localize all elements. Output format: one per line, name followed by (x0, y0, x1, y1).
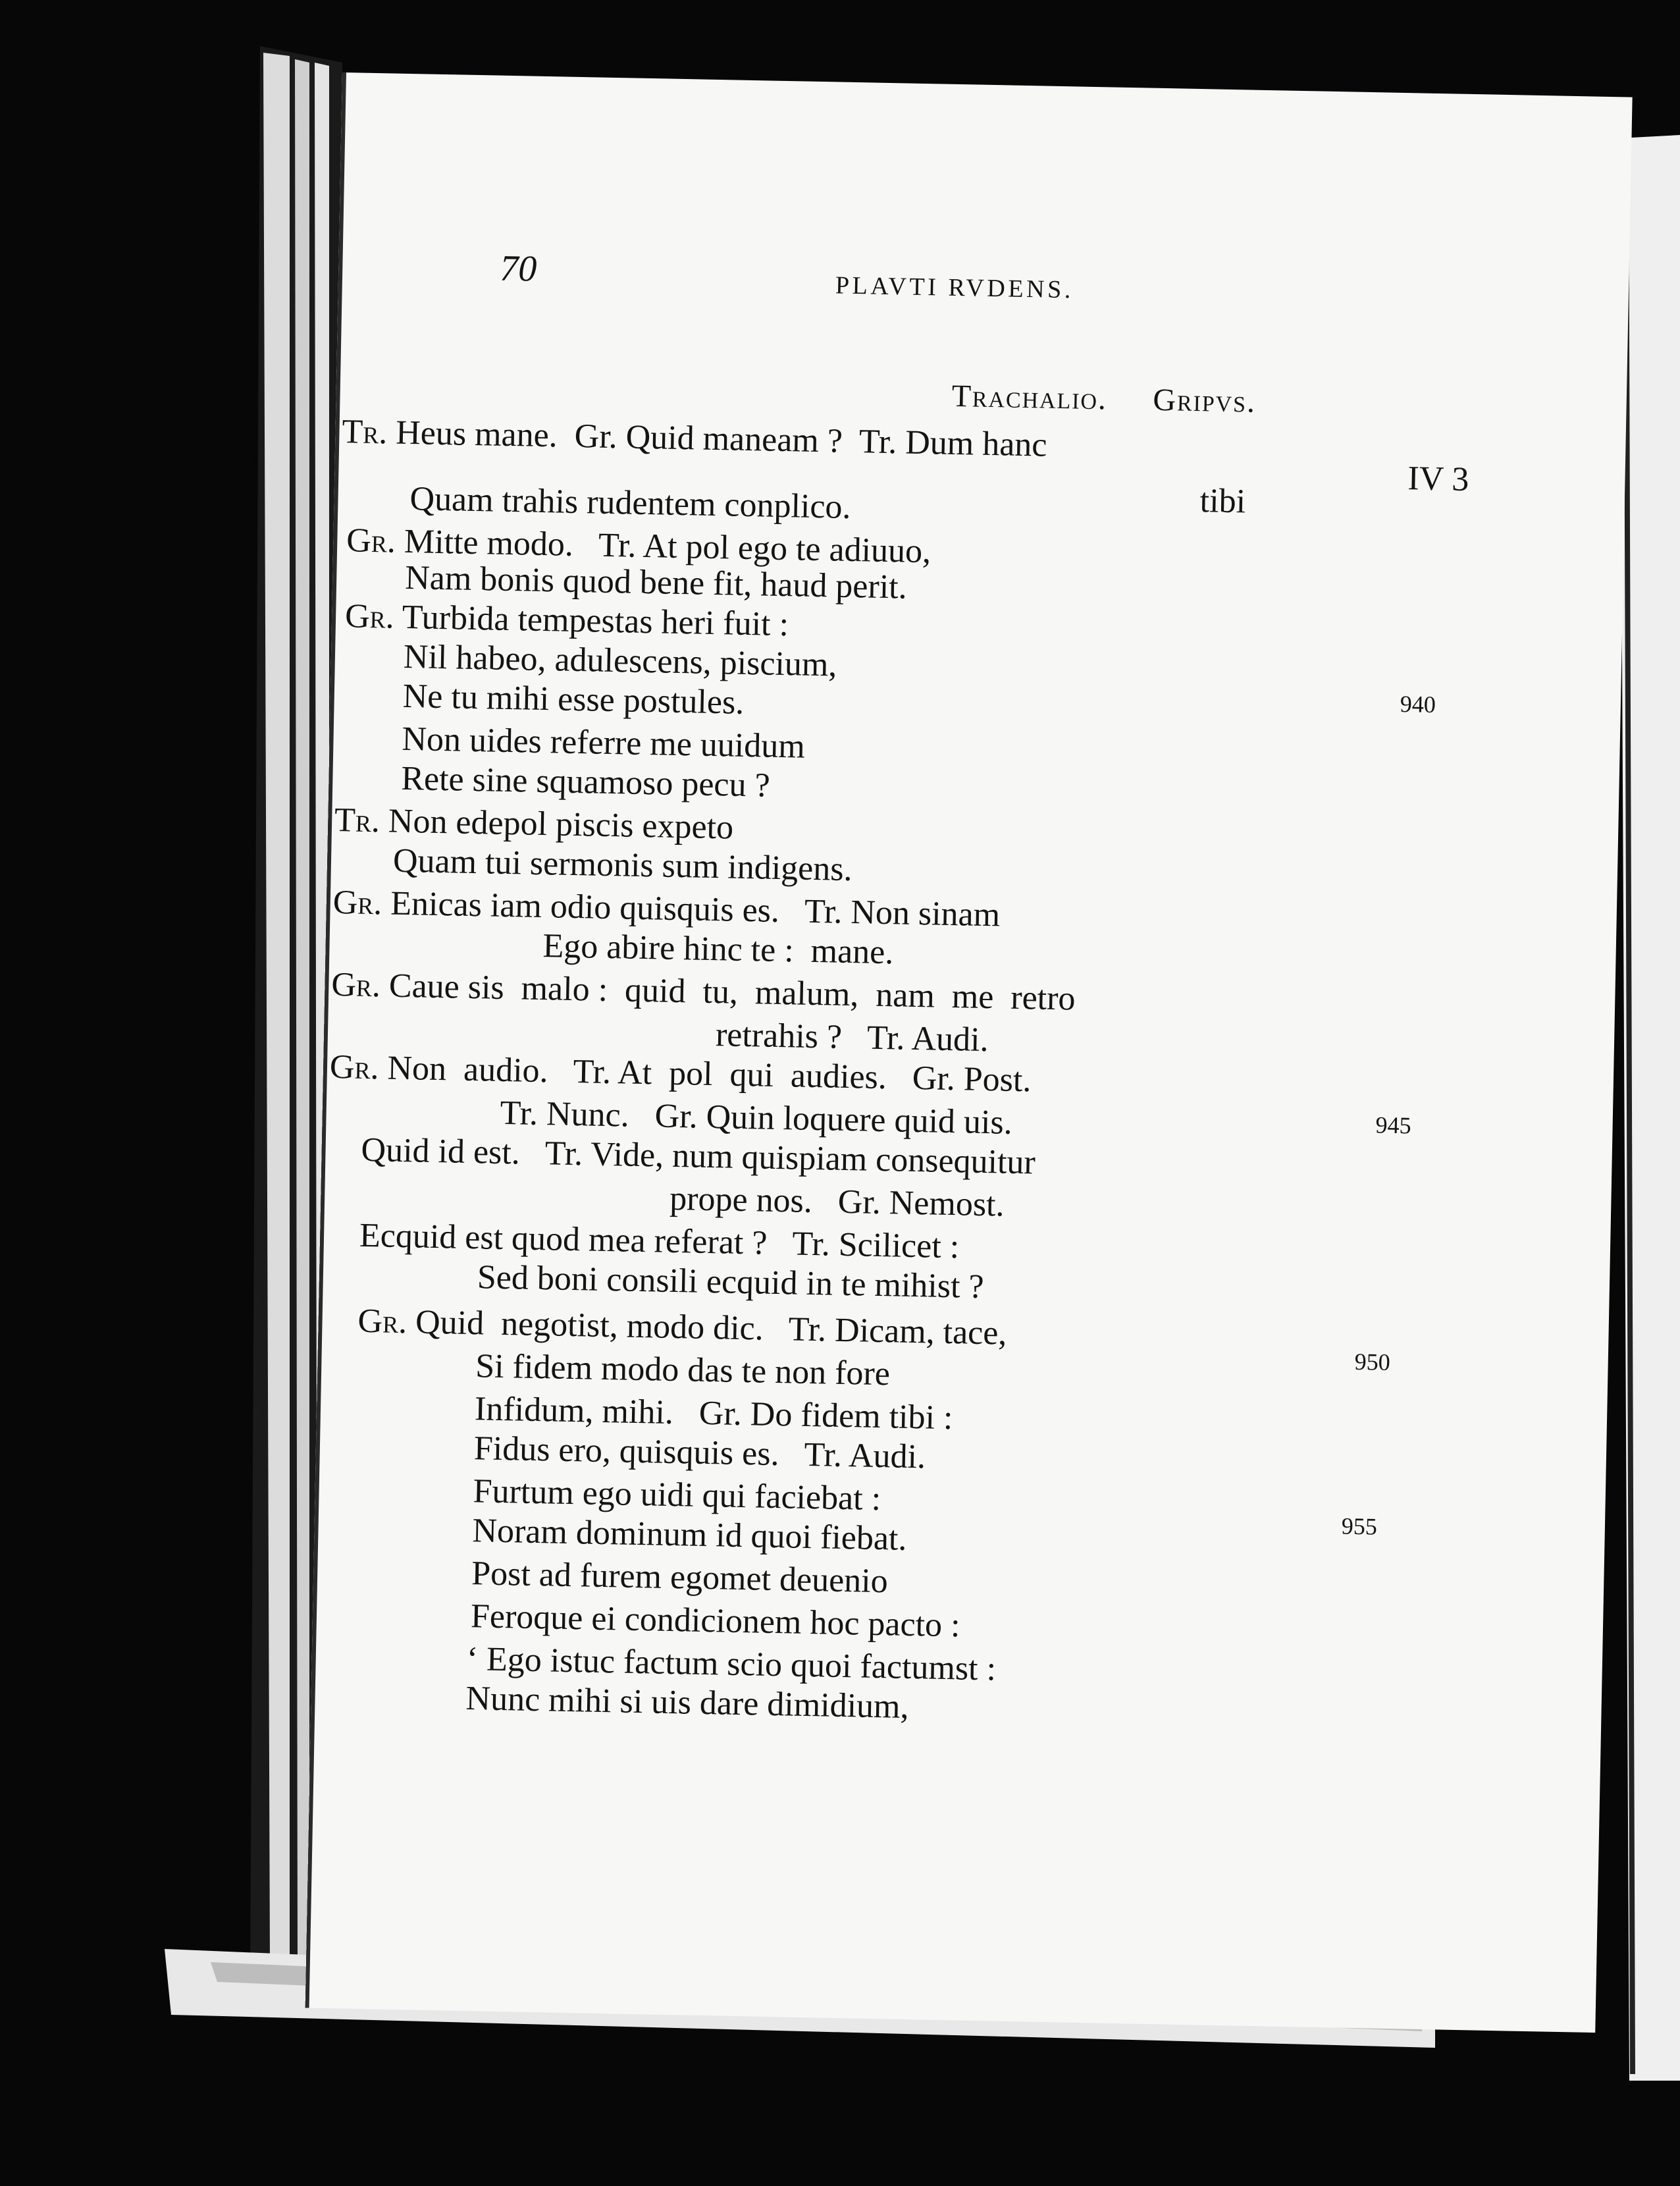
verse-line (357, 1304, 1007, 1351)
line-number-945: 945 (1375, 1111, 1411, 1139)
verse-line (402, 722, 805, 764)
verse-line (1199, 484, 1246, 519)
verse-text: Feroque ei condicionem hoc pacto : (470, 1597, 961, 1645)
verse-line (361, 1133, 1036, 1181)
verse-text: retrahis ? Tr. Audi. (715, 1016, 989, 1059)
verse-text: Infidum, mihi. Gr. Do fidem tibi : (474, 1390, 954, 1437)
verse-text: Quam tui sermonis sum indigens. (392, 841, 853, 889)
verse-text: Heus mane. Gr. Quid maneam ? Tr. Dum hanc (395, 413, 1047, 464)
running-head: PLAVTI RVDENS. (835, 271, 1074, 304)
verse-text: Nil habeo, adulescens, piscium, (403, 637, 837, 684)
verse-line (403, 637, 837, 684)
verse-line (716, 1018, 989, 1057)
verse-line (330, 965, 1076, 1018)
verse-text: Tr. Nunc. Gr. Quin loquere quid uis. (500, 1094, 1013, 1142)
speaker-label: Gr. (344, 597, 395, 636)
scene-heading: Trachalio. Gripvs. (951, 378, 1257, 419)
verse-text: Quid id est. Tr. Vide, num quispiam consequitur (361, 1131, 1036, 1182)
speaker-label: Gr. (332, 883, 382, 922)
verse-text: Mitte modo. Tr. At pol ego te adiuuo, (404, 522, 932, 571)
verse-text: Caue sis malo : quid tu, malum, nam me retro (388, 967, 1076, 1018)
verse-text: Turbida tempestas heri fuit : (402, 598, 789, 644)
book-page (305, 72, 1633, 2033)
verse-text: prope nos. Gr. Nemost. (669, 1179, 1005, 1224)
speaker-label: Gr. (330, 965, 381, 1005)
verse-text: Ne tu mihi esse postules. (402, 677, 745, 722)
verse-line (359, 1216, 960, 1266)
verse-text: Quam trahis rudentem conplico. (409, 480, 852, 526)
page-number: 70 (499, 248, 537, 290)
verse-text: Rete sine squamoso pecu ? (400, 759, 771, 805)
verse-line (473, 1474, 881, 1516)
verse-line (472, 1514, 907, 1557)
verse-text: Furtum ego uidi qui faciebat : (473, 1472, 881, 1518)
verse-line (345, 599, 789, 642)
verse-text: Ego abire hinc te : mane. (542, 927, 894, 972)
verse-line (471, 1557, 888, 1599)
verse-line (669, 1179, 1005, 1224)
verse-text: Si fidem modo das te non fore (475, 1347, 891, 1393)
verse-text: Fidus ero, quisquis es. Tr. Audi. (473, 1429, 926, 1476)
verse-line (402, 677, 745, 722)
line-number-950: 950 (1354, 1348, 1391, 1375)
verse-text: Quid negotist, modo dic. Tr. Dicam, tace, (415, 1303, 1007, 1352)
verse-text: Nunc mihi si uis dare dimidium, (465, 1680, 910, 1726)
verse-line (404, 558, 908, 606)
verse-text: Noram dominum id quoi fiebat. (471, 1512, 907, 1558)
verse-line (332, 883, 1001, 934)
verse-line (465, 1682, 909, 1724)
verse-line (475, 1349, 891, 1391)
line-number-955: 955 (1341, 1512, 1378, 1540)
verse-text: Ecquid est quod mea referat ? Tr. Scilicet : (359, 1216, 960, 1266)
verse-line (342, 415, 1047, 463)
speaker-label: Tr. (334, 801, 381, 840)
verse-line (473, 1431, 926, 1474)
speaker-label: Gr. (346, 521, 396, 560)
verse-text: Non audio. Tr. At pol qui audies. Gr. Post. (387, 1049, 1032, 1100)
verse-line (477, 1260, 984, 1304)
verse-text: Post ad furem egomet deuenio (471, 1555, 889, 1601)
verse-text: Nam bonis quod bene fit, haud perit. (404, 558, 908, 606)
verse-text: Enicas iam odio quisquis es. Tr. Non sinam (390, 884, 1001, 934)
verse-line (500, 1096, 1012, 1140)
speaker-label: Gr. (357, 1302, 407, 1341)
verse-line (471, 1599, 961, 1643)
verse-text: Non uides referre me uuidum (402, 720, 806, 766)
verse-line (475, 1392, 953, 1435)
speaker-label: Gr. (329, 1048, 380, 1087)
act-scene-marker: IV 3 (1407, 460, 1469, 498)
verse-line (466, 1642, 996, 1686)
verse-text: ‘ Ego istuc factum scio quoi factumst : (466, 1640, 997, 1688)
line-number-940: 940 (1400, 691, 1436, 718)
verse-text: Non edepol piscis expeto (388, 802, 734, 847)
verse-text: tibi (1199, 482, 1246, 521)
verse-line (334, 803, 734, 845)
verse-line (542, 929, 894, 970)
verse-line (392, 841, 853, 889)
verse-line (400, 759, 771, 805)
verse-line (409, 482, 851, 525)
verse-text: Sed boni consili ecquid in te mihist ? (477, 1258, 985, 1306)
speaker-label: Tr. (341, 413, 388, 452)
